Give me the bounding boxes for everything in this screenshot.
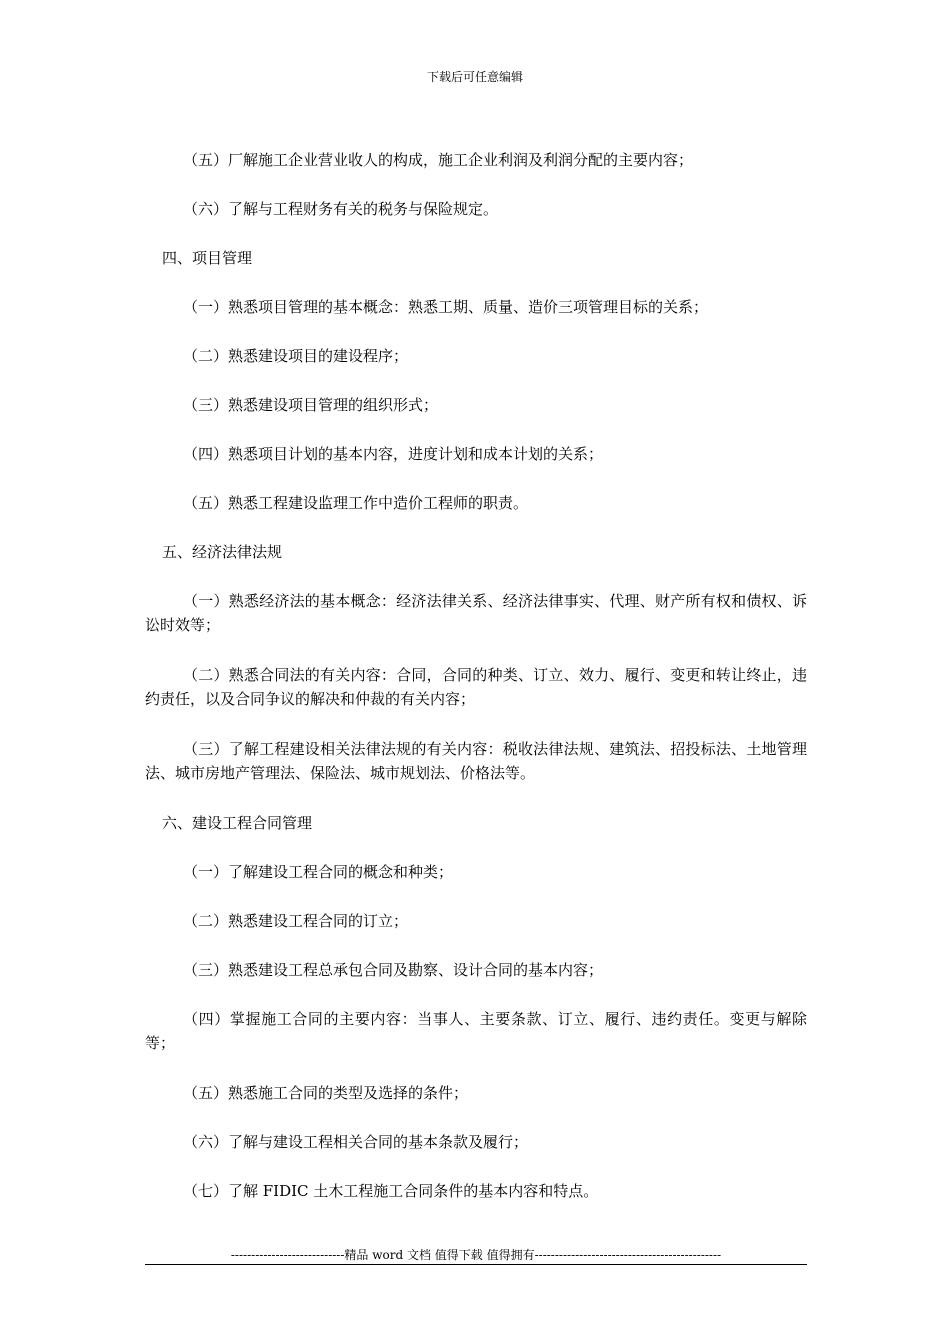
section-heading-4: 四、项目管理 [162, 249, 253, 267]
footer-divider [145, 1264, 807, 1265]
paragraph-4-2: （二）熟悉建设项目的建设程序； [183, 347, 409, 365]
page-header: 下载后可任意编辑 [426, 70, 523, 84]
document-body [145, 148, 807, 1228]
paragraph-6-5: （五）熟悉施工合同的类型及选择的条件； [183, 1084, 469, 1102]
paragraph-6-6: （六）了解与建设工程相关合同的基本条款及履行； [183, 1133, 529, 1151]
paragraph-5-2: （六）了解与工程财务有关的税务与保险规定。 [183, 200, 499, 218]
paragraph-6-4: （四）掌握施工合同的主要内容：当事人、主要条款、订立、履行、违约责任。变更与解除等； [145, 1010, 807, 1052]
paragraph-6-3: （三）熟悉建设工程总承包合同及勘察、设计合同的基本内容； [183, 961, 604, 979]
paragraph-4-1: （一）熟悉项目管理的基本概念：熟悉工期、质量、造价三项管理目标的关系； [183, 298, 709, 316]
paragraph-4-4: （四）熟悉项目计划的基本内容，进度计划和成本计划的关系； [183, 445, 604, 463]
section-heading-6: 六、建设工程合同管理 [162, 814, 313, 832]
paragraph-5-c: （三）了解工程建设相关法律法规的有关内容：税收法律法规、建筑法、招投标法、土地管理法、城市房地产管理法、保险法、城市规划法、价格法等。 [145, 740, 807, 782]
paragraph-6-7: （七）了解 FIDIC 土木工程施工合同条件的基本内容和特点。 [183, 1182, 599, 1200]
paragraph-4-5: （五）熟悉工程建设监理工作中造价工程师的职责。 [183, 494, 529, 512]
paragraph-6-1: （一）了解建设工程合同的概念和种类； [183, 863, 454, 881]
paragraph-5-1: （五）厂解施工企业营业收人的构成，施工企业利润及利润分配的主要内容； [183, 151, 694, 169]
paragraph-5-a: （一）熟悉经济法的基本概念：经济法律关系、经济法律事实、代理、财产所有权和债权、诉讼时效等； [145, 592, 807, 634]
page-footer: ----------------------------精品 word 文档 值得下载 值得拥有---------------------------------------------- [230, 1248, 722, 1262]
section-heading-5: 五、经济法律法规 [162, 543, 283, 561]
paragraph-6-2: （二）熟悉建设工程合同的订立； [183, 912, 409, 930]
paragraph-5-b: （二）熟悉合同法的有关内容：合同，合同的种类、订立、效力、履行、变更和转让终止，违约责任，以及合同争议的解决和仲裁的有关内容； [145, 666, 807, 708]
paragraph-4-3: （三）熟悉建设项目管理的组织形式； [183, 396, 439, 414]
